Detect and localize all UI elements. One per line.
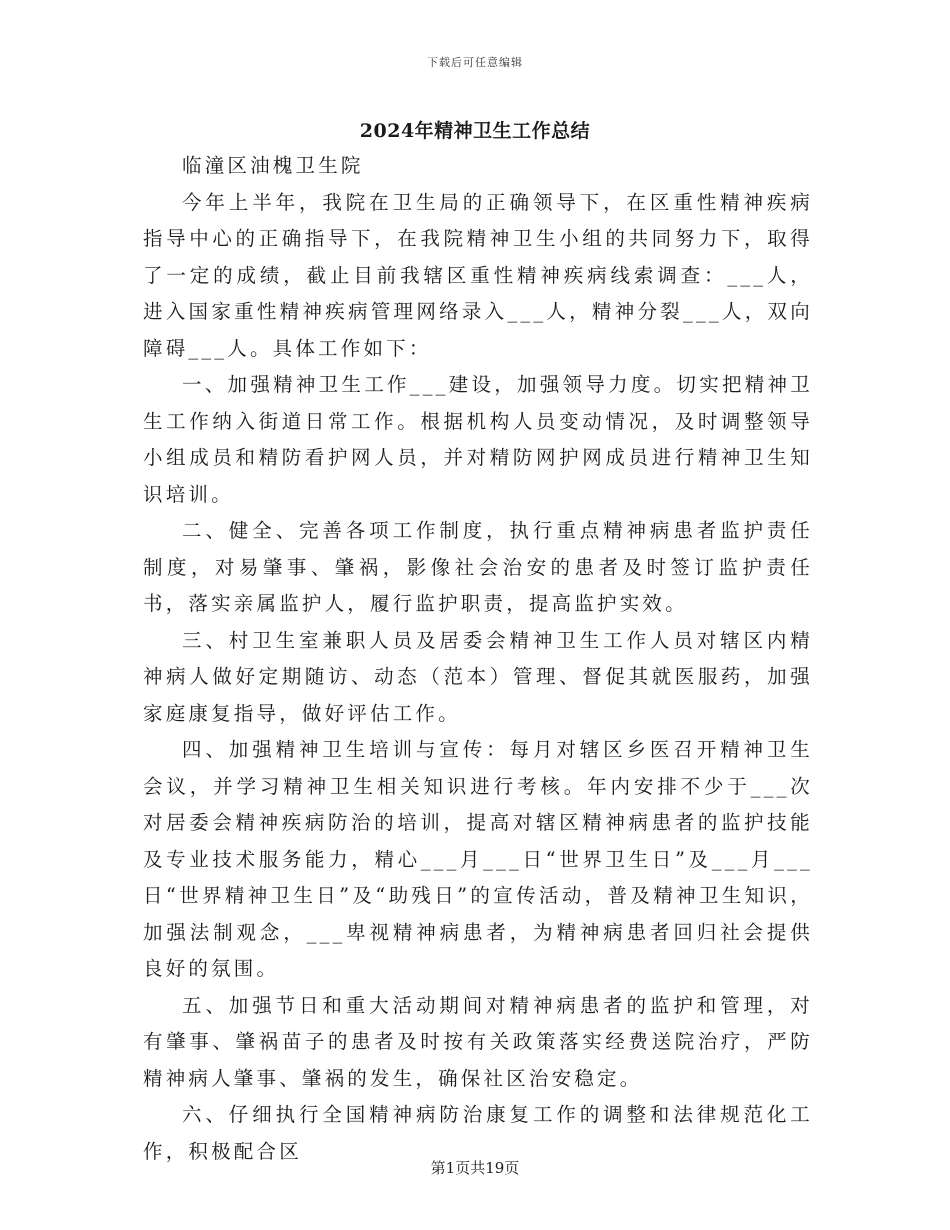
- body-paragraph-3: 三、村卫生室兼职人员及居委会精神卫生工作人员对辖区内精神病人做好定期随访、动态（范本）管理、督促其就医服药，加强家庭康复指导，做好评估工作。: [143, 628, 813, 725]
- body-paragraph-5: 五、加强节日和重大活动期间对精神病患者的监护和管理，对有肇事、肇祸苗子的患者及时按有关政策落实经费送院治疗，严防精神病人肇事、肇祸的发生，确保社区治安稳定。: [143, 993, 813, 1090]
- body-paragraph-4: 四、加强精神卫生培训与宣传：每月对辖区乡医召开精神卫生会议，并学习精神卫生相关知识进行考核。年内安排不少于___次对居委会精神疾病防治的培训，提高对辖区精神病患者的监护技能及专业技术服务能力，精心___月___日“世界卫生日”及___月___日“世界精神卫生日”及“助残日”的宣传活动，普及精神卫生知识，加强法制观念，___卑视精神病患者，为精神病患者回归社会提供良好的氛围。: [143, 738, 813, 980]
- document-body: [143, 148, 813, 1170]
- document-title: 2024年精神卫生工作总结: [359, 120, 591, 142]
- body-paragraph-intro: 今年上半年，我院在卫生局的正确领导下，在区重性精神疾病指导中心的正确指导下，在我院精神卫生小组的共同努力下，取得了一定的成绩，截止目前我辖区重性精神疾病线索调查：___人，进入国家重性精神疾病管理网络录入___人，精神分裂___人，双向障碍___人。具体工作如下：: [143, 190, 813, 360]
- body-paragraph-2: 二、健全、完善各项工作制度，执行重点精神病患者监护责任制度，对易肇事、肇祸，影像社会治安的患者及时签订监护责任书，落实亲属监护人，履行监护职责，提高监护实效。: [143, 519, 813, 615]
- page-number: 第1页共19页: [430, 1159, 520, 1177]
- organization-name: 临潼区油槐卫生院: [182, 154, 364, 177]
- page-header-note: 下载后可任意编辑: [427, 56, 523, 69]
- body-paragraph-1: 一、加强精神卫生工作___建设，加强领导力度。切实把精神卫生工作纳入街道日常工作。根据机构人员变动情况，及时调整领导小组成员和精防看护网人员，并对精防网护网成员进行精神卫生知识培训。: [143, 373, 813, 506]
- body-paragraph-6: 六、仔细执行全国精神病防治康复工作的调整和法律规范化工作，积极配合区: [143, 1103, 813, 1163]
